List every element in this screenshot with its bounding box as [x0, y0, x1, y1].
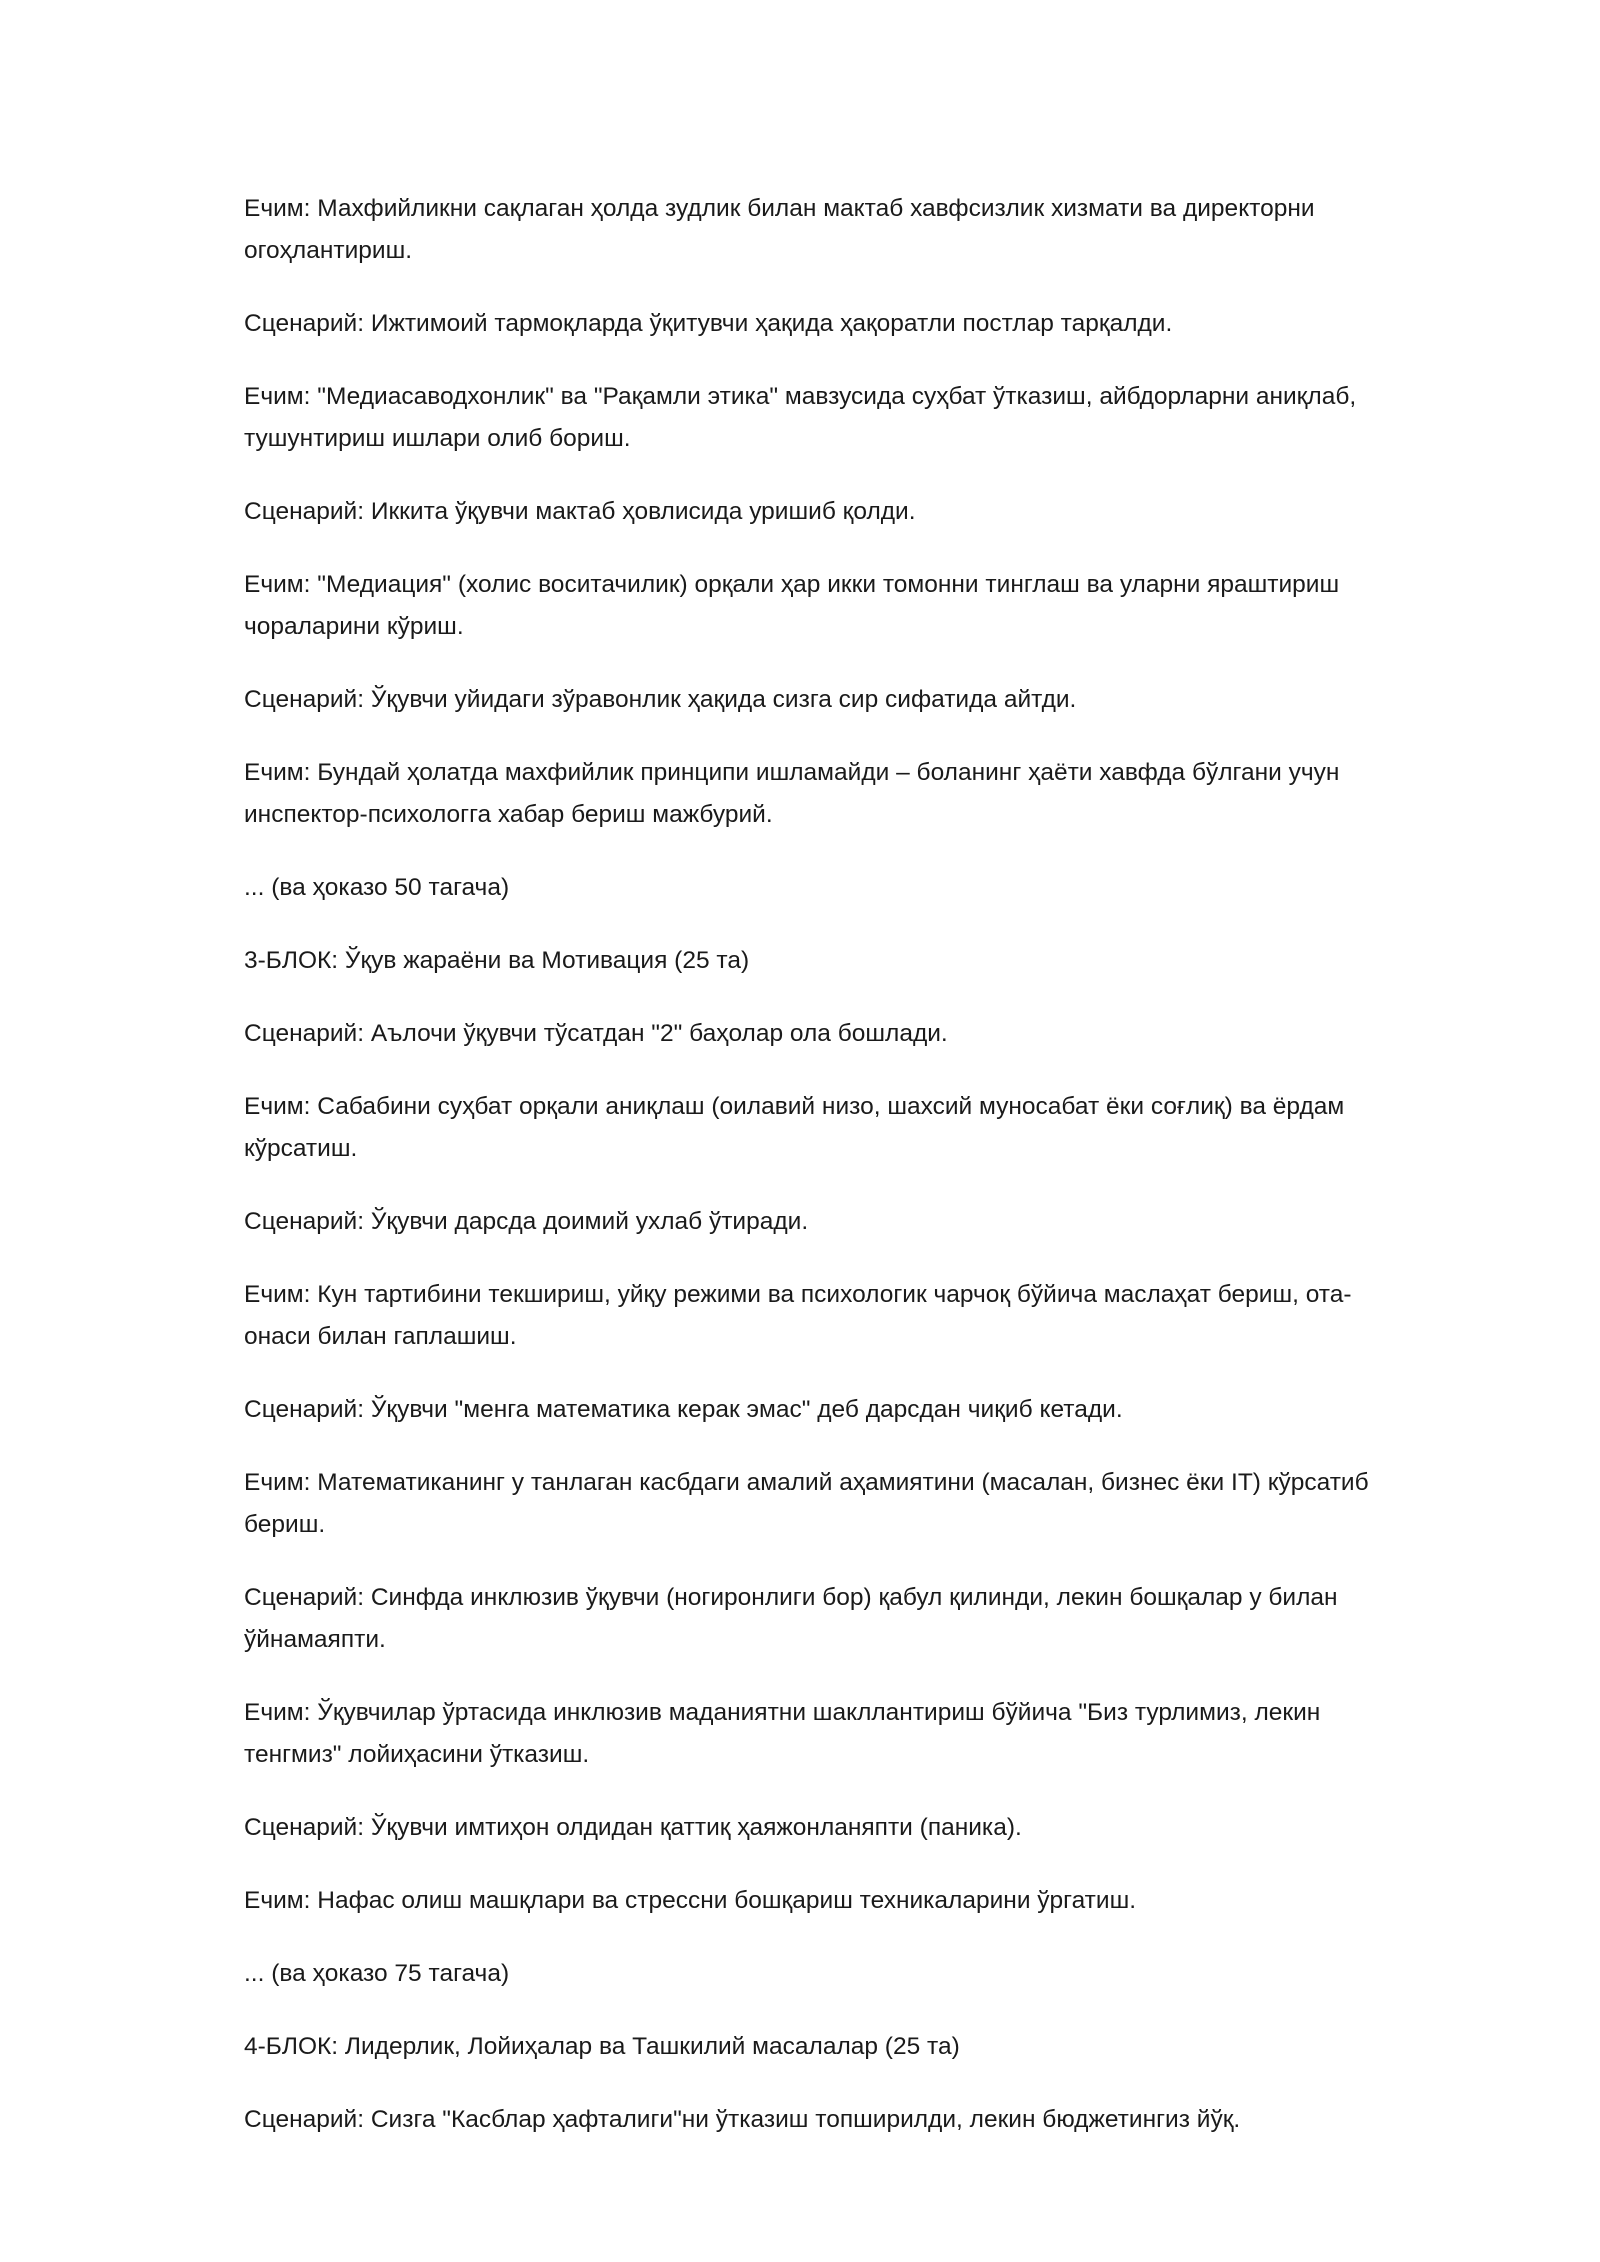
paragraph-scenario: Сценарий: Синфда инклюзив ўқувчи (ногиронлиги бор) қабул қилинди, лекин бошқалар у билан ўйнамаяпти.	[244, 1584, 1338, 1653]
paragraph-solution: Ечим: "Медиасаводхонлик" ва "Рақамли этика" мавзусида суҳбат ўтказиш, айбдорларни аниқлаб, тушунтириш ишлари олиб бориш.	[244, 383, 1357, 452]
paragraph-scenario: Сценарий: Ўқувчи имтиҳон олдидан қаттиқ ҳаяжонланяпти (паника).	[244, 1814, 1022, 1841]
paragraph-ellipsis: ... (ва ҳоказо 75 тагача)	[244, 1960, 510, 1987]
paragraph-solution: Ечим: Ўқувчилар ўртасида инклюзив маданиятни шакллантириш бўйича "Биз турлимиз, лекин тенгмиз" лойиҳасини ўтказиш.	[244, 1699, 1321, 1768]
paragraph-solution: Ечим: Бундай ҳолатда махфийлик принципи ишламайди – боланинг ҳаёти хавфда бўлгани учун инспектор-психологга хабар бериш мажбурий.	[244, 759, 1340, 828]
paragraph-scenario: Сценарий: Ижтимоий тармоқларда ўқитувчи ҳақида ҳақоратли постлар тарқалди.	[244, 310, 1173, 337]
section-heading: 3-БЛОК: Ўқув жараёни ва Мотивация (25 та)	[244, 947, 750, 974]
paragraph-solution: Ечим: Махфийликни сақлаган ҳолда зудлик билан мактаб хавфсизлик хизмати ва директорни огоҳлантириш.	[244, 195, 1315, 264]
paragraph-scenario: Сценарий: Сизга "Касблар ҳафталиги"ни ўтказиш топширилди, лекин бюджетингиз йўқ.	[244, 2106, 1241, 2133]
paragraph-scenario: Сценарий: Иккита ўқувчи мактаб ҳовлисида уришиб қолди.	[244, 498, 916, 525]
section-heading: 4-БЛОК: Лидерлик, Лойиҳалар ва Ташкилий масалалар (25 та)	[244, 2033, 960, 2060]
paragraph-solution: Ечим: Сабабини суҳбат орқали аниқлаш (оилавий низо, шахсий муносабат ёки соғлиқ) ва ёрдам кўрсатиш.	[244, 1093, 1345, 1162]
paragraph-solution: Ечим: Математиканинг у танлаган касбдаги амалий аҳамиятини (масалан, бизнес ёки IT) кўрсатиб бериш.	[244, 1469, 1369, 1538]
paragraph-scenario: Сценарий: Ўқувчи дарсда доимий ухлаб ўтиради.	[244, 1208, 809, 1235]
paragraph-scenario: Сценарий: Ўқувчи уйидаги зўравонлик ҳақида сизга сир сифатида айтди.	[244, 686, 1077, 713]
paragraph-solution: Ечим: Кун тартибини текшириш, уйқу режими ва психологик чарчоқ бўйича маслаҳат бериш, ота-онаси билан гаплашиш.	[244, 1281, 1352, 1350]
paragraph-solution: Ечим: Нафас олиш машқлари ва стрессни бошқариш техникаларини ўргатиш.	[244, 1887, 1137, 1914]
paragraph-scenario: Сценарий: Аълочи ўқувчи тўсатдан "2" баҳолар ола бошлади.	[244, 1020, 948, 1047]
paragraph-solution: Ечим: "Медиация" (холис воситачилик) орқали ҳар икки томонни тинглаш ва уларни яраштириш чораларини кўриш.	[244, 571, 1340, 640]
paragraph-ellipsis: ... (ва ҳоказо 50 тагача)	[244, 874, 510, 901]
paragraph-scenario: Сценарий: Ўқувчи "менга математика керак эмас" деб дарсдан чиқиб кетади.	[244, 1396, 1123, 1423]
